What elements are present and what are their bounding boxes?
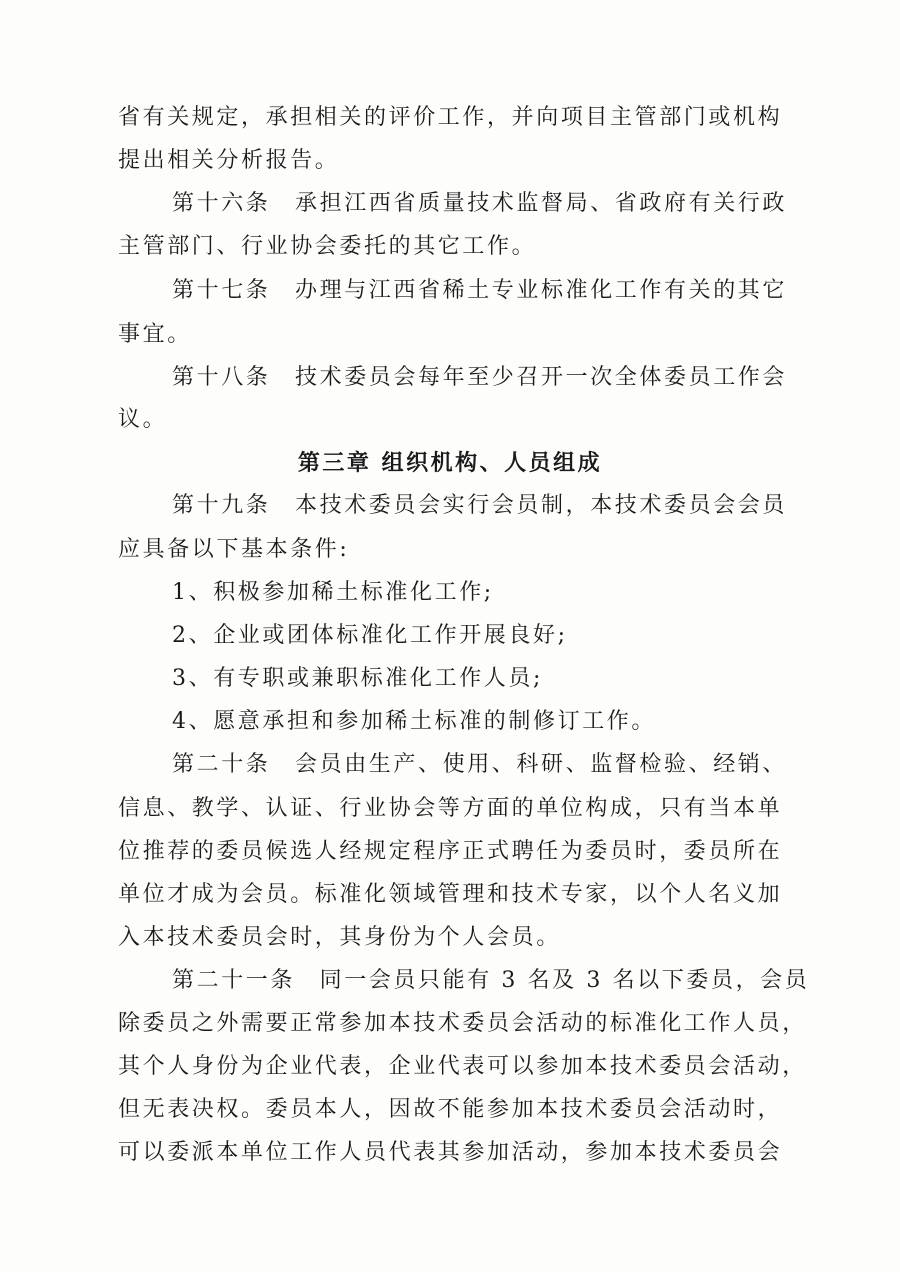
list-item: 3、有专职或兼职标准化工作人员;: [172, 666, 544, 691]
text-line: 信息、教学、认证、行业协会等方面的单位构成，只有当本单: [118, 796, 783, 821]
article-21: 第二十一条 同一会员只能有 3 名及 3 名以下委员，会员: [172, 968, 810, 993]
text-line: 入本技术委员会时，其身份为个人会员。: [118, 925, 561, 950]
text-line: 议。: [118, 407, 168, 432]
article-20: 第二十条 会员由生产、使用、科研、监督检验、经销、: [172, 752, 788, 777]
text-line: 提出相关分析报告。: [118, 148, 340, 173]
list-item: 2、企业或团体标准化工作开展良好;: [172, 623, 568, 648]
text-line: 除委员之外需要正常参加本技术委员会活动的标准化工作人员，: [118, 1011, 807, 1036]
text-line: 主管部门、行业协会委托的其它工作。: [118, 234, 537, 259]
article-18: 第十八条 技术委员会每年至少召开一次全体委员工作会: [172, 365, 788, 390]
text-line: 应具备以下基本条件:: [118, 537, 350, 562]
text-line: 位推荐的委员候选人经规定程序正式聘任为委员时，委员所在: [118, 839, 783, 864]
text-line: 单位才成为会员。标准化领域管理和技术专家，以个人名义加: [118, 882, 783, 907]
text-line: 可以委派本单位工作人员代表其参加活动，参加本技术委员会: [118, 1140, 783, 1165]
list-item: 1、积极参加稀土标准化工作;: [172, 580, 494, 605]
list-item: 4、愿意承担和参加稀土标准的制修订工作。: [172, 709, 656, 734]
article-17: 第十七条 办理与江西省稀土专业标准化工作有关的其它: [172, 278, 788, 303]
text-line: 省有关规定，承担相关的评价工作，并向项目主管部门或机构: [118, 105, 783, 130]
text-line: 但无表决权。委员本人，因故不能参加本技术委员会活动时，: [118, 1097, 783, 1122]
chapter-heading: 第三章 组织机构、人员组成: [297, 451, 603, 476]
text-line: 事宜。: [118, 322, 192, 347]
article-16: 第十六条 承担江西省质量技术监督局、省政府有关行政: [172, 191, 788, 216]
text-line: 其个人身份为企业代表，企业代表可以参加本技术委员会活动，: [118, 1054, 807, 1079]
article-19: 第十九条 本技术委员会实行会员制，本技术委员会会员: [172, 493, 788, 518]
